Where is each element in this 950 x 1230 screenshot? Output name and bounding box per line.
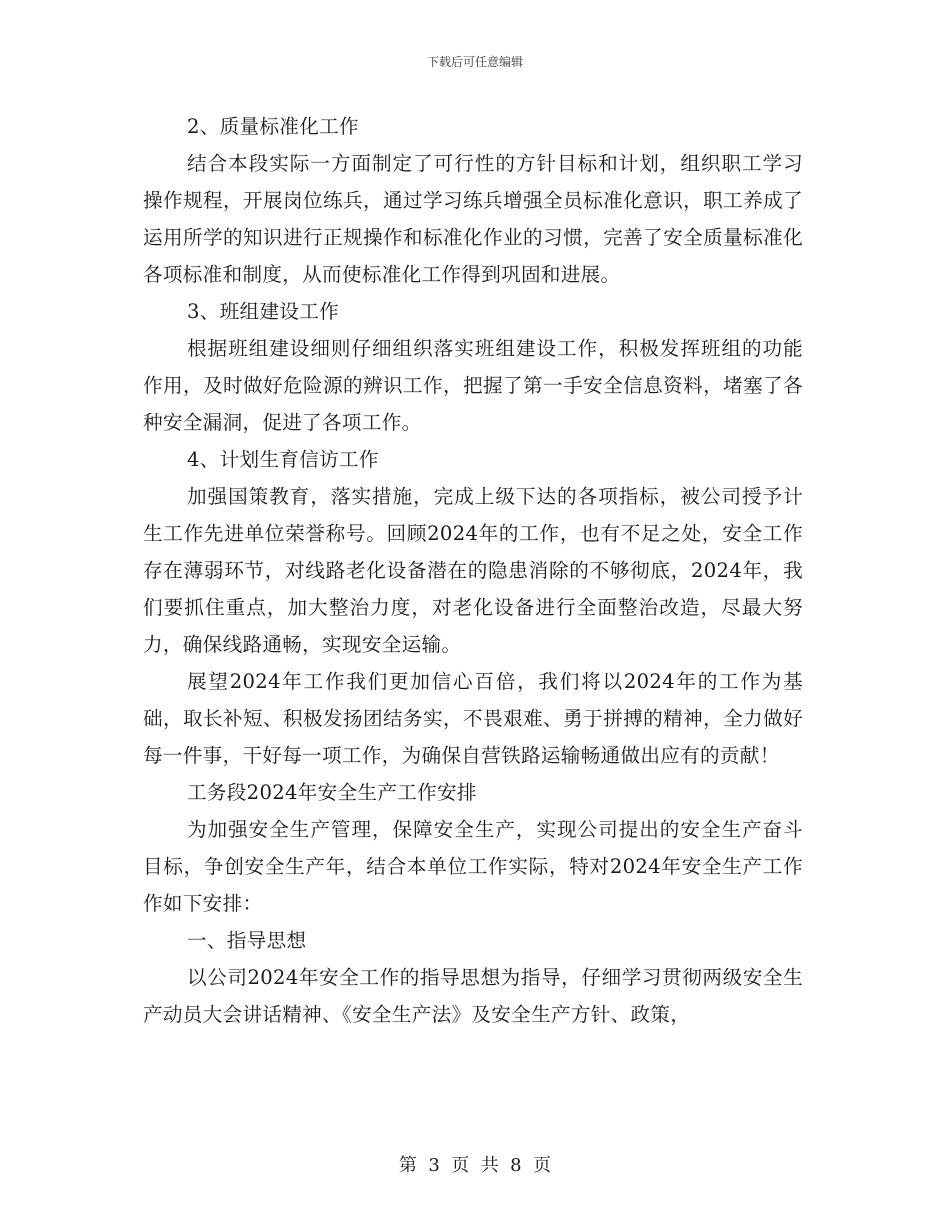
page-label-ye: 页 (451, 1155, 470, 1176)
paragraph-quality: 结合本段实际一方面制定了可行性的方针目标和计划，组织职工学习操作规程，开展岗位练兵，通过学习练兵增强全员标准化意识，职工养成了运用所学的知识进行正规操作和标准化作业的习惯，完善了安全质量标准化各项标准和制度，从而使标准化工作得到巩固和进展。 (143, 152, 803, 286)
page-label-di: 第 (398, 1155, 417, 1176)
document-body (143, 108, 803, 1033)
section-heading-guiding-ideology: 一、指导思想 (187, 929, 307, 952)
paragraph-intro: 为加强安全生产管理，保障安全生产，实现公司提出的安全生产奋斗目标，争创安全生产年，结合本单位工作实际，特对2024年安全生产工作作如下安排： (143, 818, 803, 915)
paragraph-guiding-ideology: 以公司2024年安全工作的指导思想为指导，仔细学习贯彻两级安全生产动员大会讲话精神、《安全生产法》及安全生产方针、政策， (143, 966, 803, 1026)
page-label-ye-2: 页 (533, 1155, 552, 1176)
document-subtitle: 工务段2024年安全生产工作安排 (187, 781, 477, 804)
paragraph-team: 根据班组建设细则仔细组织落实班组建设工作，积极发挥班组的功能作用，及时做好危险源的辨识工作，把握了第一手安全信息资料，堵塞了各种安全漏洞，促进了各项工作。 (143, 337, 803, 434)
page-total: 8 (510, 1155, 522, 1176)
section-heading-team: 3、班组建设工作 (187, 300, 340, 323)
section-heading-family-planning: 4、计划生育信访工作 (187, 448, 379, 471)
page-header-note: 下载后可任意编辑 (426, 55, 523, 69)
page-label-gong: 共 (480, 1155, 499, 1176)
page-current: 3 (428, 1155, 440, 1176)
section-heading-quality: 2、质量标准化工作 (187, 115, 359, 138)
paragraph-outlook: 展望2024年工作我们更加信心百倍，我们将以2024年的工作为基础，取长补短、积极发扬团结务实，不畏艰难、勇于拼搏的精神，全力做好每一件事，干好每一项工作，为确保自营铁路运输畅通做出应有的贡献！ (143, 670, 803, 767)
page-number (0, 1154, 950, 1178)
paragraph-family-planning: 加强国策教育，落实措施，完成上级下达的各项指标，被公司授予计生工作先进单位荣誉称号。回顾2024年的工作，也有不足之处，安全工作存在薄弱环节，对线路老化设备潜在的隐患消除的不够彻底，2024年，我们要抓住重点，加大整治力度，对老化设备进行全面整治改造，尽最大努力，确保线路通畅，实现安全运输。 (143, 485, 803, 656)
